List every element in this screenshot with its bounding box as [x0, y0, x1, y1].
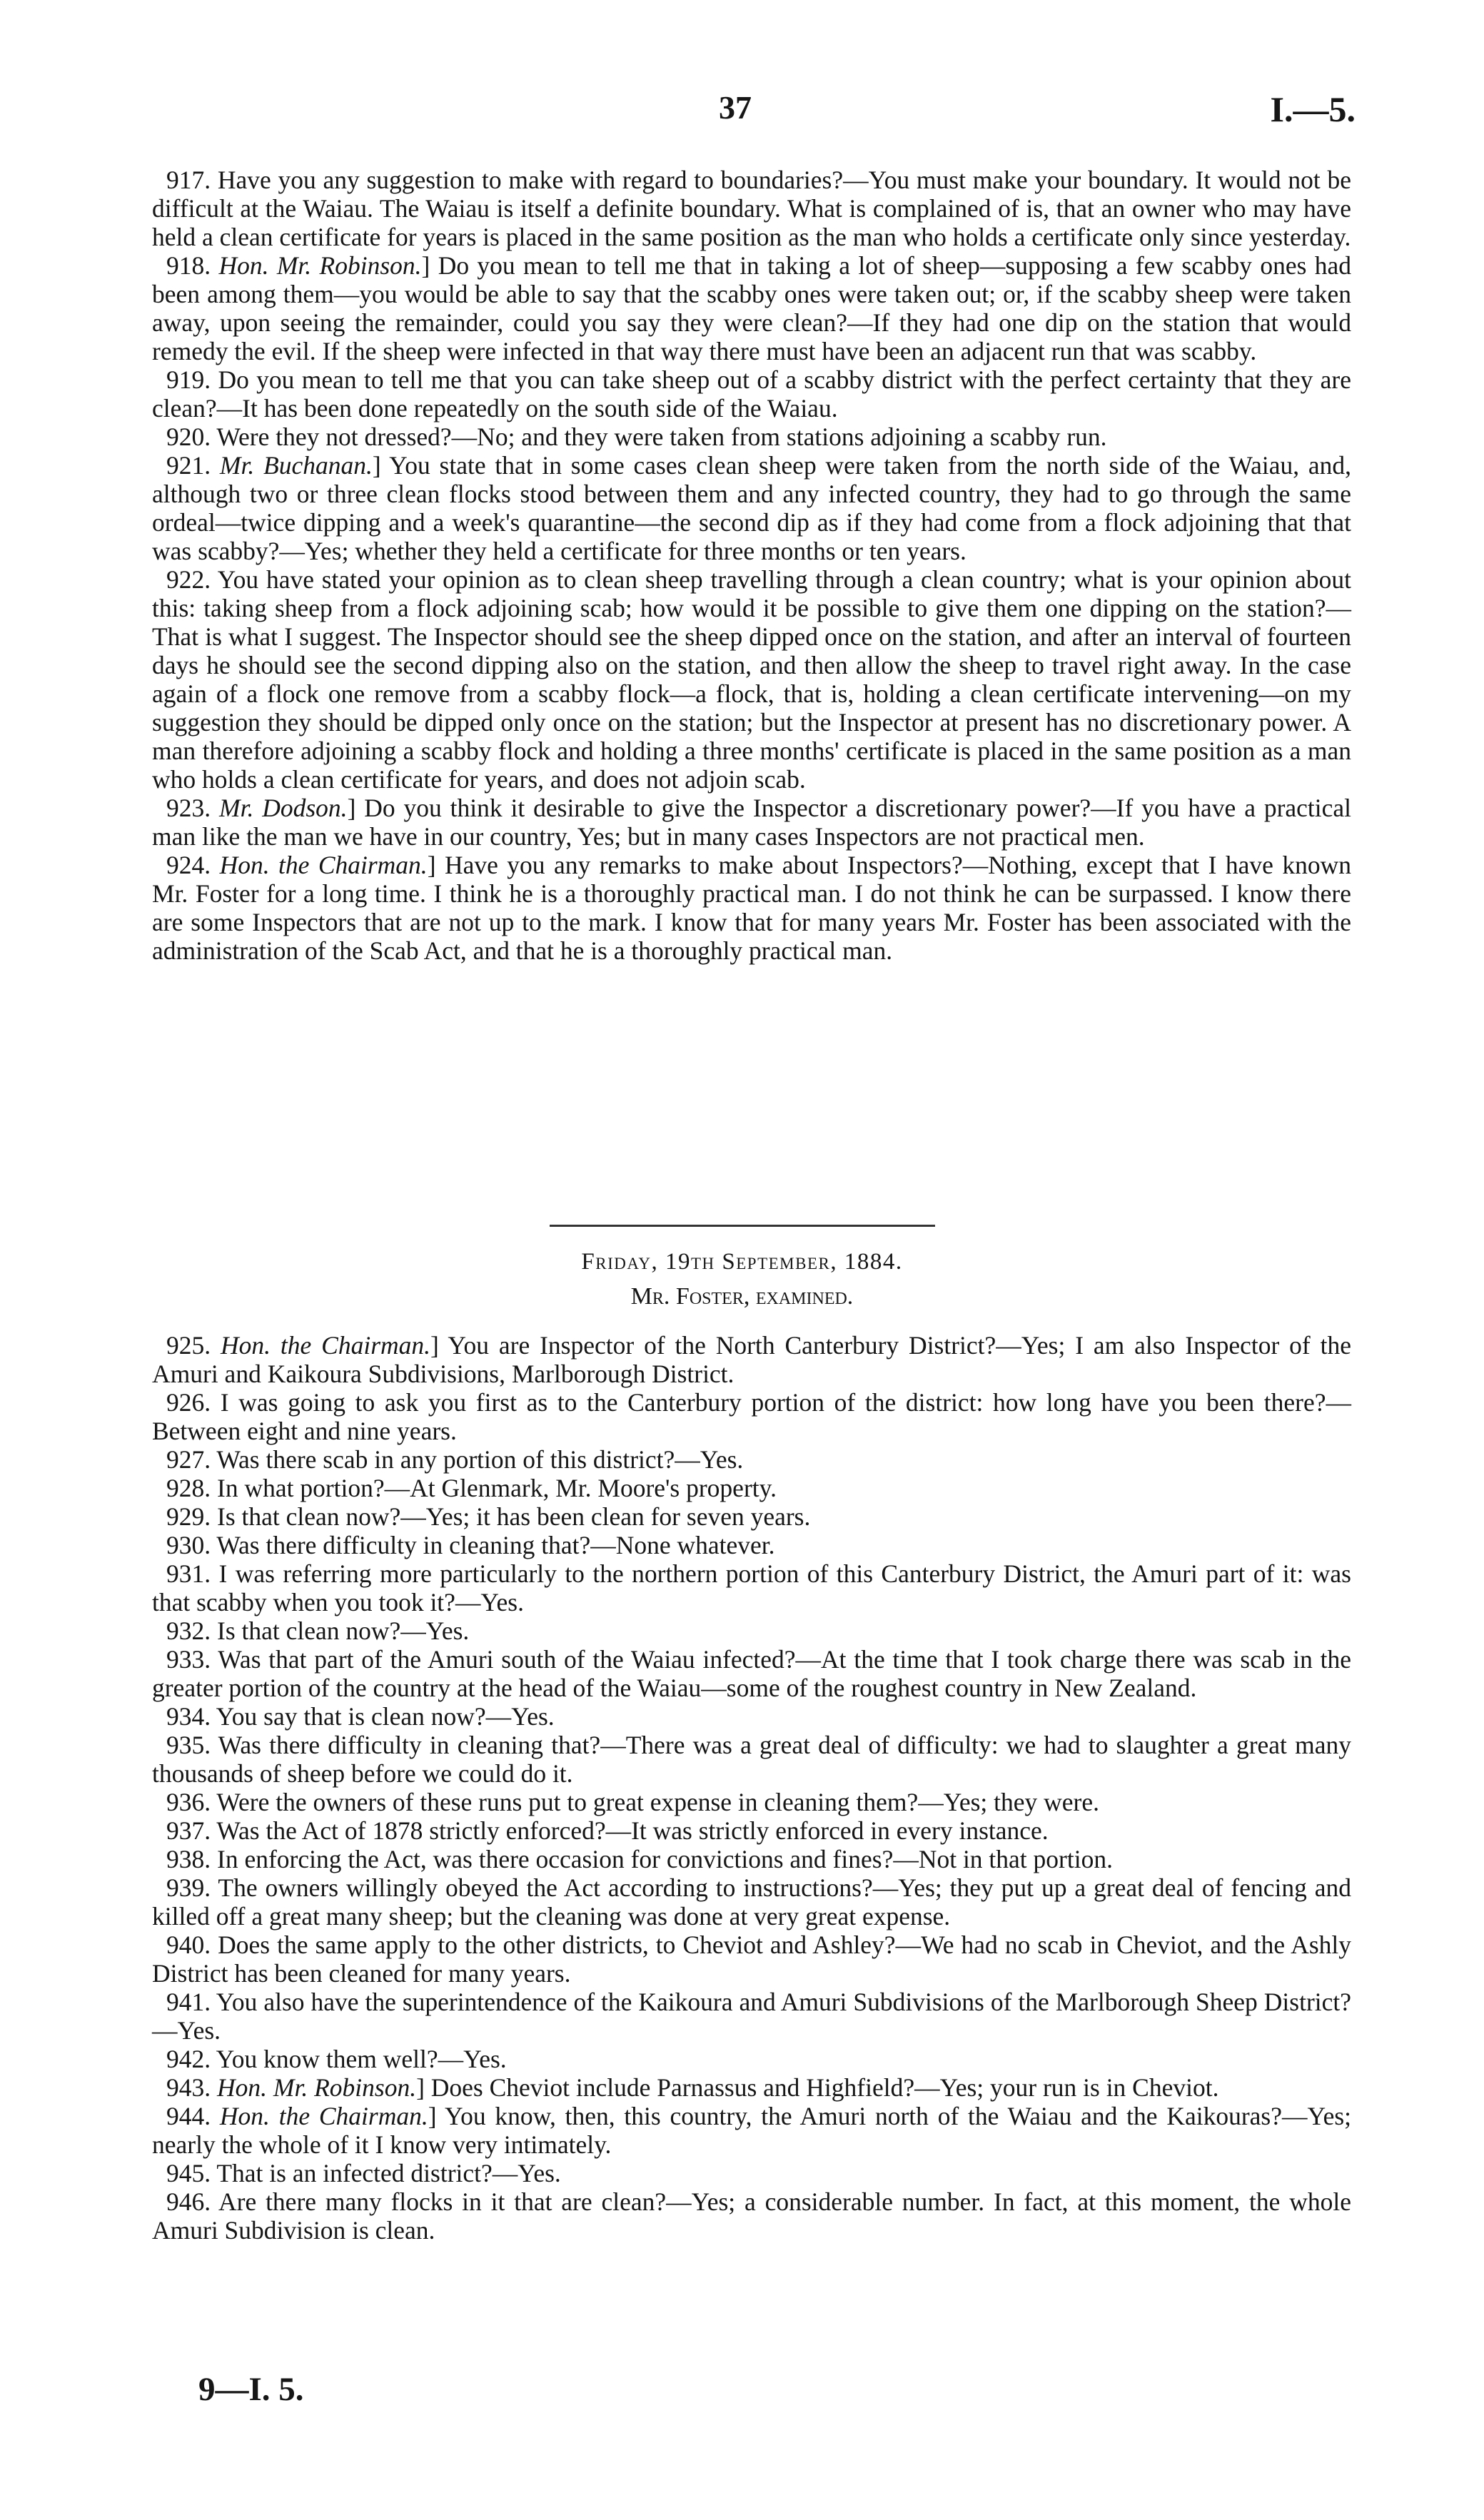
paragraph-text: 942. You know them well?—Yes.	[166, 2045, 507, 2073]
paragraph-text: 934. You say that is clean now?—Yes.	[166, 1702, 555, 1731]
paragraph-text: Do you mean to tell me that in taking a lot of sheep—supposing a few scabby ones had been among them—you would be able to say that the scabby ones were taken out; or, if the scabby sheep were taken away, upon seeing the remainder, could you say they were clean?—If they had one dip on the station that would remedy the evil. If the sheep were infected in that way there must have been an adjacent run that was scabby.	[152, 251, 1352, 365]
question-answer-paragraph: 925. Hon. the Chairman.] You are Inspector of the North Canterbury District?—Yes; I am also Inspector of the Amuri and Kaikoura Subdivisions, Marlborough District.	[152, 1331, 1352, 1388]
paragraph-text: 922. You have stated your opinion as to clean sheep travelling through a clean country; what is your opinion about this: taking sheep from a flock adjoining scab; how would it be possible to give them one dipping on the station?—That is what I suggest. The Inspector should see the sheep dipped once on the station, and after an interval of fourteen days he should see the second dipping also on the station, and then allow the sheep to travel right away. In the case again of a flock one remove from a scabby flock—a flock, that is, holding a clean certificate intervening—on my suggestion they should be dipped only once on the station; but the Inspector at present has no discretionary power. A man therefore adjoining a scabby flock and holding a three months' certificate is placed in the same position as a man who holds a clean certificate for years, and does not adjoin scab.	[152, 565, 1351, 794]
speaker-name: Hon. the Chairman.	[221, 1331, 431, 1360]
section-divider	[550, 1225, 935, 1227]
question-answer-paragraph	[152, 565, 1351, 794]
speaker-name: Hon. the Chairman.	[219, 2102, 428, 2130]
question-answer-paragraph	[152, 1873, 1351, 1931]
paragraph-text: 936. Were the owners of these runs put to great expense in cleaning them?—Yes; they were.	[166, 1788, 1099, 1816]
question-answer-paragraph	[152, 1816, 1351, 1845]
paragraph-text: 929. Is that clean now?—Yes; it has been clean for seven years.	[166, 1502, 811, 1531]
question-answer-paragraph	[152, 1445, 1351, 1474]
question-answer-paragraph: 918. Hon. Mr. Robinson.] Do you mean to tell me that in taking a lot of sheep—supposing a few scabby ones had been among them—you would be able to say that the scabby ones were taken out; or, if the scabby sheep were taken away, upon seeing the remainder, could you say they were clean?—If they had one dip on the station that would remedy the evil. If the sheep were infected in that way there must have been an adjacent run that was scabby.	[152, 251, 1352, 365]
paragraph-text: 930. Was there difficulty in cleaning that?—None whatever.	[166, 1531, 775, 1559]
question-answer-paragraph: 924. Hon. the Chairman.] Have you any remarks to make about Inspectors?—Nothing, except that I have known Mr. Foster for a long time. I think he is a thoroughly practical man. I do not think he can be surpassed. I know there are some Inspectors that are not up to the mark. I know that for many years Mr. Foster has been associated with the administration of the Scab Act, and that he is a thoroughly practical man.	[152, 851, 1352, 965]
paragraph-text: 933. Was that part of the Amuri south of the Waiau infected?—At the time that I took charge there was scab in the greater portion of the country at the head of the Waiau—some of the roughest country in New Zealand.	[152, 1645, 1351, 1702]
question-answer-paragraph	[152, 1788, 1351, 1816]
paragraph-text: Does Cheviot include Parnassus and Highfield?—Yes; your run is in Cheviot.	[430, 2073, 1219, 2102]
question-answer-paragraph	[152, 1502, 1351, 1531]
evidence-block-1	[152, 166, 1351, 965]
document-reference: I.—5.	[1270, 89, 1356, 129]
paragraph-text: 926. I was going to ask you first as to the Canterbury portion of the district: how long have you been there?—Between eight and nine years.	[152, 1388, 1351, 1445]
question-answer-paragraph	[152, 1388, 1351, 1445]
witness-heading: Mr. Foster, examined.	[630, 1283, 854, 1310]
question-number: 918.	[166, 251, 211, 280]
paragraph-text: 927. Was there scab in any portion of this district?—Yes.	[166, 1445, 744, 1474]
question-answer-paragraph	[152, 1988, 1351, 2045]
paragraph-text: Have you any remarks to make about Inspectors?—Nothing, except that I have known Mr. Foster for a long time. I think he is a thoroughly practical man. I do not think he can be surpassed. I know there are some Inspectors that are not up to the mark. I know that for many years Mr. Foster has been associated with the administration of the Scab Act, and that he is a thoroughly practical man.	[152, 851, 1352, 965]
question-answer-paragraph	[152, 2159, 1351, 2187]
paragraph-text: 931. I was referring more particularly to the northern portion of this Canterbury District, the Amuri part of it: was that scabby when you took it?—Yes.	[152, 1559, 1351, 1616]
paragraph-text: 919. Do you mean to tell me that you can take sheep out of a scabby district with the perfect certainty that they are clean?—It has been done repeatedly on the south side of the Waiau.	[152, 365, 1351, 422]
speaker-name: Hon. Mr. Robinson.	[218, 251, 422, 280]
speaker-name: Mr. Buchanan.	[219, 451, 373, 480]
question-answer-paragraph	[152, 2045, 1351, 2073]
question-number: 943.	[166, 2073, 211, 2102]
printer-signature-mark: 9—I. 5.	[198, 2371, 304, 2408]
speaker-name: Mr. Dodson.	[219, 794, 348, 822]
speaker-name: Hon. the Chairman.	[219, 851, 428, 879]
question-answer-paragraph	[152, 1731, 1351, 1788]
question-answer-paragraph: 921. Mr. Buchanan.] You state that in some cases clean sheep were taken from the north side of the Waiau, and, although two or three clean flocks stood between them and any infected country, they had to go through the same ordeal—twice dipping and a week's quarantine—the second dip as if they had come from a flock adjoining that that was scabby?—Yes; whether they held a certificate for three months or ten years.	[152, 451, 1351, 565]
paragraph-text: 937. Was the Act of 1878 strictly enforced?—It was strictly enforced in every instance.	[166, 1816, 1049, 1845]
question-answer-paragraph	[152, 1616, 1351, 1645]
question-answer-paragraph	[152, 1845, 1351, 1873]
page-number: 37	[719, 89, 752, 126]
question-number: 921.	[166, 451, 211, 480]
paragraph-text: Do you think it desirable to give the Inspector a discretionary power?—If you have a practical man like the man we have in our country, Yes; but in many cases Inspectors are not practical men.	[152, 794, 1352, 851]
evidence-block-2	[152, 1331, 1351, 2245]
question-answer-paragraph	[152, 2187, 1351, 2245]
paragraph-text: You know, then, this country, the Amuri north of the Waiau and the Kaikouras?—Yes; nearly the whole of it I know very intimately.	[152, 2102, 1352, 2159]
speaker-name: Hon. Mr. Robinson.	[217, 2073, 417, 2102]
question-answer-paragraph	[152, 166, 1351, 251]
paragraph-text: 938. In enforcing the Act, was there occasion for convictions and fines?—Not in that portion.	[166, 1845, 1113, 1873]
paragraph-text: 941. You also have the superintendence of the Kaikoura and Amuri Subdivisions of the Marlborough Sheep District?—Yes.	[152, 1988, 1351, 2045]
question-answer-paragraph	[152, 1531, 1351, 1559]
paragraph-text: 946. Are there many flocks in it that are clean?—Yes; a considerable number. In fact, at this moment, the whole Amuri Subdivision is clean.	[152, 2187, 1351, 2245]
question-answer-paragraph: 944. Hon. the Chairman.] You know, then, this country, the Amuri north of the Waiau and the Kaikouras?—Yes; nearly the whole of it I know very intimately.	[152, 2102, 1352, 2159]
question-number: 923.	[166, 794, 211, 822]
question-answer-paragraph: 943. Hon. Mr. Robinson.] Does Cheviot include Parnassus and Highfield?—Yes; your run is in Cheviot.	[166, 2073, 1219, 2102]
paragraph-text: 928. In what portion?—At Glenmark, Mr. Moore's property.	[166, 1474, 777, 1502]
sitting-date-heading: Friday, 19th September, 1884.	[581, 1249, 903, 1275]
paragraph-text: 940. Does the same apply to the other districts, to Cheviot and Ashley?—We had no scab in Cheviot, and the Ashly District has been cleaned for many years.	[152, 1931, 1351, 1988]
paragraph-text: You state that in some cases clean sheep were taken from the north side of the Waiau, and, although two or three clean flocks stood between them and any infected country, they had to go through the same ordeal—twice dipping and a week's quarantine—the second dip as if they had come from a flock adjoining that that was scabby?—Yes; whether they held a certificate for three months or ten years.	[152, 451, 1351, 565]
question-number: 925.	[166, 1331, 211, 1360]
question-number: 924.	[166, 851, 211, 879]
question-answer-paragraph	[152, 365, 1351, 422]
paragraph-text: 939. The owners willingly obeyed the Act according to instructions?—Yes; they put up a great deal of fencing and killed off a great many sheep; but the cleaning was done at very great expense.	[152, 1873, 1351, 1931]
question-answer-paragraph	[152, 1559, 1351, 1616]
paragraph-text: 935. Was there difficulty in cleaning that?—There was a great deal of difficulty: we had to slaughter a great many thousands of sheep before we could do it.	[152, 1731, 1351, 1788]
paragraph-text: 945. That is an infected district?—Yes.	[166, 2159, 561, 2187]
paragraph-text: 920. Were they not dressed?—No; and they were taken from stations adjoining a scabby run.	[166, 422, 1107, 451]
paragraph-text: 917. Have you any suggestion to make with regard to boundaries?—You must make your boundary. It would not be difficult at the Waiau. The Waiau is itself a definite boundary. What is complained of is, that an owner who may have held a clean certificate for years is placed in the same position as the man who holds a certificate only since yesterday.	[152, 166, 1351, 251]
question-answer-paragraph	[152, 1931, 1351, 1988]
question-answer-paragraph	[152, 1645, 1351, 1702]
question-answer-paragraph	[152, 1474, 1351, 1502]
question-answer-paragraph	[152, 422, 1351, 451]
question-number: 944.	[166, 2102, 211, 2130]
paragraph-text: 932. Is that clean now?—Yes.	[166, 1616, 470, 1645]
question-answer-paragraph: 923. Mr. Dodson.] Do you think it desirable to give the Inspector a discretionary power?—If you have a practical man like the man we have in our country, Yes; but in many cases Inspectors are not practical men.	[152, 794, 1352, 851]
paragraph-text: You are Inspector of the North Canterbury District?—Yes; I am also Inspector of the Amuri and Kaikoura Subdivisions, Marlborough District.	[152, 1331, 1352, 1388]
question-answer-paragraph	[152, 1702, 1351, 1731]
